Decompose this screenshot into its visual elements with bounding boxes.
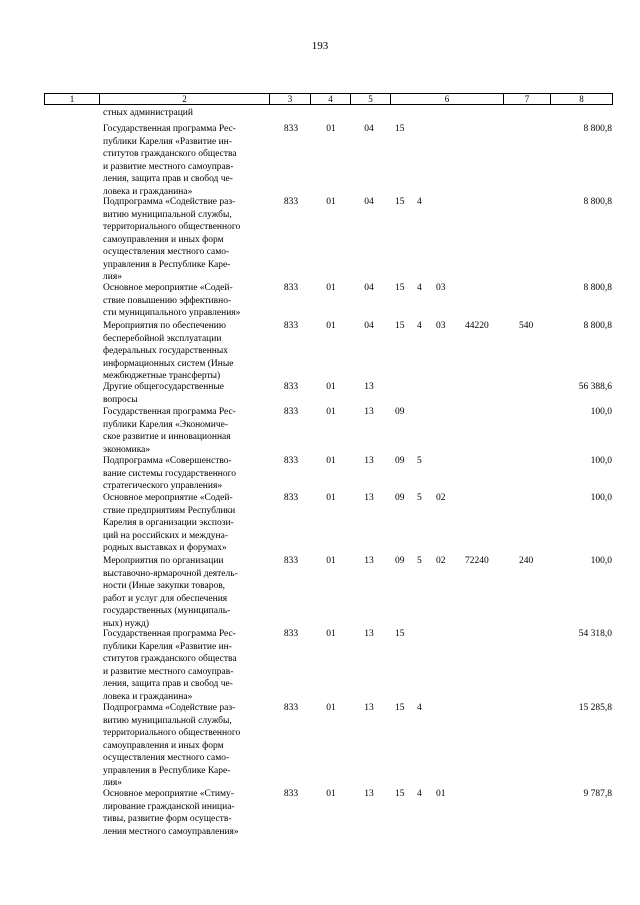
row-cell-c6a: 09 xyxy=(395,493,405,503)
row-cell-c4: 01 xyxy=(326,283,336,293)
row-cell-c6b: 4 xyxy=(417,703,422,713)
row-cell-c6b: 4 xyxy=(417,321,422,331)
row-cell-c4: 01 xyxy=(326,493,336,503)
row-cell-c4: 01 xyxy=(326,197,336,207)
row-cell-c4: 01 xyxy=(326,703,336,713)
row-cell-c4: 01 xyxy=(326,382,336,392)
row-cell-c6a: 15 xyxy=(395,124,405,134)
row-cell-c6b: 4 xyxy=(417,283,422,293)
row-name: Государственная программа Рес- публики Карелия «Развитие ин- ститутов гражданского общества и развитие местного самоуправ- ления, защита прав и свобод че- ловека и гражданина» xyxy=(103,629,237,702)
row-cell-c3: 833 xyxy=(283,197,299,207)
row-cell-c6c: 03 xyxy=(436,321,446,331)
row-cell-c5: 13 xyxy=(364,703,374,713)
row-name: Подпрограмма «Содействие раз- витию муниципальной службы, территориального общественного самоуправления и иных форм осуществления местного само- управления в Республике Каре- лия» xyxy=(103,197,241,282)
row-cell-c6a: 15 xyxy=(395,283,405,293)
row-cell-c8: 15 285,8 xyxy=(578,703,612,713)
row-cell-c6b: 4 xyxy=(417,789,422,799)
row-cell-c6a: 15 xyxy=(395,629,405,639)
row-cell-c5: 04 xyxy=(364,283,374,293)
row-name: Государственная программа Рес- публики Карелия «Развитие ин- ститутов гражданского общества и развитие местного самоуправ- ления, защита прав и свобод че- ловека и гражданина» xyxy=(103,124,237,197)
row-cell-c3: 833 xyxy=(283,556,299,566)
row-cell-c6c: 03 xyxy=(436,283,446,293)
header-col-3: 3 xyxy=(287,94,293,104)
row-cell-c8: 56 388,6 xyxy=(578,382,612,392)
row-cell-c4: 01 xyxy=(326,407,336,417)
row-cell-c4: 01 xyxy=(326,456,336,466)
row-cell-c8: 100,0 xyxy=(590,407,612,417)
row-cell-c6b: 5 xyxy=(417,456,422,466)
row-cell-c6c: 01 xyxy=(436,789,446,799)
row-cell-c4: 01 xyxy=(326,124,336,134)
row-name: Основное мероприятие «Содей- ствие предприятиям Республики Карелия в организации экспози- ций на российских и междуна- родных выставках и форумах» xyxy=(103,493,236,553)
row-cell-c3: 833 xyxy=(283,789,299,799)
row-cell-c4: 01 xyxy=(326,789,336,799)
row-cell-c6a: 15 xyxy=(395,321,405,331)
row-cell-c5: 13 xyxy=(364,629,374,639)
row-cell-c8: 54 318,0 xyxy=(578,629,612,639)
row-cell-c6a: 15 xyxy=(395,789,405,799)
row-cell-c8: 9 787,8 xyxy=(583,789,612,799)
header-col-8: 8 xyxy=(579,94,584,104)
row-cell-c7: 540 xyxy=(519,321,534,331)
row-cell-c3: 833 xyxy=(283,321,299,331)
row-cell-c6b: 5 xyxy=(417,493,422,503)
row-cell-c5: 13 xyxy=(364,407,374,417)
row-name: Мероприятия по организации выставочно-ярмарочной деятель- ности (Иные закупки товаров, работ и услуг для обеспечения государственных (муниципаль- ных) нужд) xyxy=(103,556,238,629)
header-col-7: 7 xyxy=(524,94,530,104)
header-col-1: 1 xyxy=(69,94,75,104)
row-cell-c8: 8 800,8 xyxy=(583,197,612,207)
row-cell-c4: 01 xyxy=(326,629,336,639)
row-name: Государственная программа Рес- публики Карелия «Экономиче- ское развитие и инновационная экономика» xyxy=(103,407,236,455)
row-cell-c3: 833 xyxy=(283,493,299,503)
header-col-6: 6 xyxy=(444,94,450,104)
row-cell-c6a: 09 xyxy=(395,456,405,466)
row-cell-c8: 8 800,8 xyxy=(583,321,612,331)
row-cell-c4: 01 xyxy=(326,321,336,331)
row-cell-c3: 833 xyxy=(283,456,299,466)
row-cell-c8: 100,0 xyxy=(590,556,612,566)
page-number: 193 xyxy=(311,40,329,52)
row-cell-c6a: 15 xyxy=(395,703,405,713)
row-name: Мероприятия по обеспечению бесперебойной эксплуатации федеральных государственных информационных систем (Иные межбюджетные трансферты) xyxy=(103,321,234,381)
row-name: Подпрограмма «Совершенство- вание системы государственного стратегического управления» xyxy=(103,456,237,491)
row-cell-c8: 100,0 xyxy=(590,493,612,503)
row-cell-c3: 833 xyxy=(283,703,299,713)
row-cell-c5: 04 xyxy=(364,124,374,134)
row-cell-c5: 13 xyxy=(364,493,374,503)
row-cell-c6d: 44220 xyxy=(465,321,489,331)
row-cell-c8: 100,0 xyxy=(590,456,612,466)
row-cell-c6a: 09 xyxy=(395,556,405,566)
row-cell-c5: 13 xyxy=(364,456,374,466)
header-col-5: 5 xyxy=(368,94,373,104)
row-cell-c6b: 5 xyxy=(417,556,422,566)
table-header xyxy=(44,93,613,105)
row-cell-c5: 13 xyxy=(364,382,374,392)
header-col-2: 2 xyxy=(182,94,187,104)
row-cell-c6c: 02 xyxy=(436,493,446,503)
row-cell-c7: 240 xyxy=(519,556,534,566)
row-name: Другие общегосударственные вопросы xyxy=(103,382,225,405)
row-cell-c5: 13 xyxy=(364,556,374,566)
row-cell-c6c: 02 xyxy=(436,556,446,566)
row-cell-c5: 04 xyxy=(364,321,374,331)
header-col-4: 4 xyxy=(328,94,333,104)
row-cell-c3: 833 xyxy=(283,629,299,639)
row-cell-c8: 8 800,8 xyxy=(583,124,612,134)
row-cell-c3: 833 xyxy=(283,124,299,134)
row-cell-c6a: 15 xyxy=(395,197,405,207)
row-cell-c6a: 09 xyxy=(395,407,405,417)
row-name: стных администраций xyxy=(103,108,193,118)
row-cell-c3: 833 xyxy=(283,283,299,293)
row-name: Основное мероприятие «Содей- ствие повышению эффективно- сти муниципального управления» xyxy=(103,283,241,318)
row-cell-c6b: 4 xyxy=(417,197,422,207)
row-cell-c5: 13 xyxy=(364,789,374,799)
row-cell-c3: 833 xyxy=(283,382,299,392)
row-name: Подпрограмма «Содействие раз- витию муниципальной службы, территориального общественного самоуправления и иных форм осуществления местного само- управления в Республике Каре- лия» xyxy=(103,703,241,788)
row-cell-c8: 8 800,8 xyxy=(583,283,612,293)
row-cell-c5: 04 xyxy=(364,197,374,207)
row-cell-c4: 01 xyxy=(326,556,336,566)
row-cell-c6d: 72240 xyxy=(465,556,489,566)
row-name: Основное мероприятие «Стиму- лирование гражданской инициа- тивы, развитие форм осуществ- ления местного самоуправления» xyxy=(103,789,239,837)
row-cell-c3: 833 xyxy=(283,407,299,417)
